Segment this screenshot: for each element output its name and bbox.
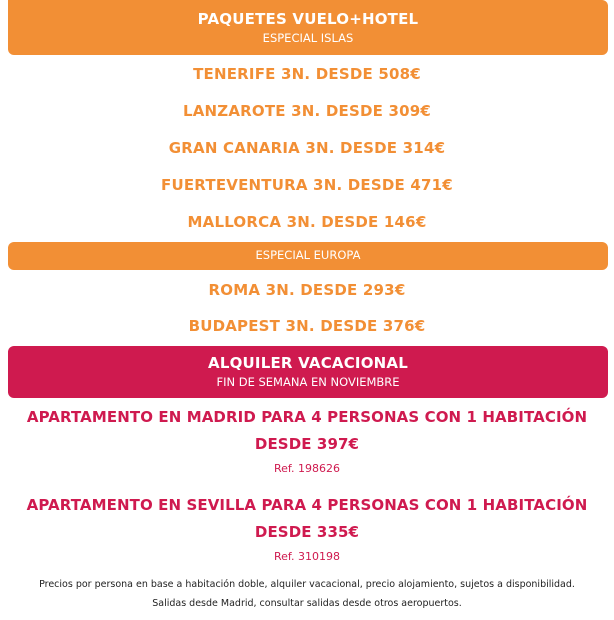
- europe-subtitle: ESPECIAL EUROPA: [255, 248, 361, 262]
- deal-budapest[interactable]: BUDAPEST 3N. DESDE 376€: [188, 317, 426, 335]
- listing-madrid-ref: Ref. 198626: [274, 462, 340, 475]
- footer-departures: Salidas desde Madrid, consultar salidas desde otros aeropuertos.: [152, 598, 462, 609]
- deal-tenerife[interactable]: TENERIFE 3N. DESDE 508€: [193, 65, 421, 83]
- europe-header: [8, 242, 608, 270]
- flight-hotel-title: PAQUETES VUELO+HOTEL: [197, 10, 419, 28]
- listing-madrid-title[interactable]: APARTAMENTO EN MADRID PARA 4 PERSONAS CON 1 HABITACIÓN: [26, 408, 588, 426]
- listing-sevilla-title[interactable]: APARTAMENTO EN SEVILLA PARA 4 PERSONAS CON 1 HABITACIÓN: [26, 496, 588, 514]
- listing-madrid-price[interactable]: DESDE 397€: [254, 435, 360, 453]
- flight-hotel-subtitle: ESPECIAL ISLAS: [262, 31, 354, 45]
- listing-sevilla-ref: Ref. 310198: [274, 550, 340, 563]
- deal-mallorca[interactable]: MALLORCA 3N. DESDE 146€: [187, 213, 427, 231]
- deal-roma[interactable]: ROMA 3N. DESDE 293€: [208, 281, 406, 299]
- footer-disclaimer: Precios por persona en base a habitación doble, alquiler vacacional, precio alojamiento, sujetos a disponibilidad.: [39, 579, 575, 590]
- deal-fuerteventura[interactable]: FUERTEVENTURA 3N. DESDE 471€: [161, 176, 453, 194]
- deal-lanzarote[interactable]: LANZAROTE 3N. DESDE 309€: [182, 102, 432, 120]
- vacation-rental-title: ALQUILER VACACIONAL: [208, 354, 408, 372]
- vacation-rental-header: [8, 346, 608, 398]
- listing-sevilla-price[interactable]: DESDE 335€: [254, 523, 360, 541]
- flight-hotel-header: [8, 0, 608, 55]
- vacation-rental-subtitle: FIN DE SEMANA EN NOVIEMBRE: [216, 375, 400, 389]
- deal-gran-canaria[interactable]: GRAN CANARIA 3N. DESDE 314€: [168, 139, 446, 157]
